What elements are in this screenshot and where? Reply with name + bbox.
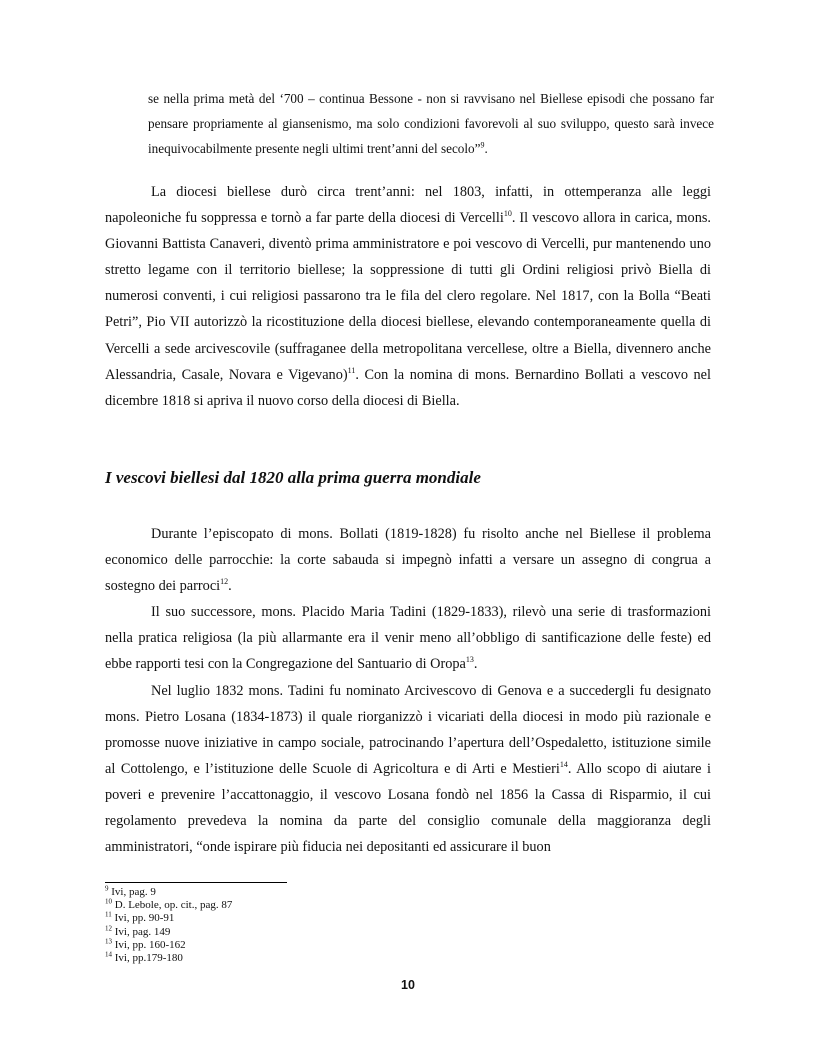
footnotes-list bbox=[105, 886, 232, 965]
section-vescovi bbox=[105, 521, 711, 860]
paragraph-text: . Allo scopo di aiutare i poveri e prevenire l’accattonaggio, il vescovo Losana fondò nel 1856 la Cassa di Risparmio, il cui regolamento prevedeva la nomina da parte del consiglio comunale della maggioranza degli amministratori, “onde ispirare più fiducia nei depositanti ed assicurare il buon bbox=[105, 760, 711, 856]
footnote-number: 9 bbox=[105, 884, 109, 893]
paragraph-tadini bbox=[105, 599, 711, 677]
block-quote bbox=[148, 86, 714, 161]
paragraph-text: Durante l’episcopato di mons. Bollati (1819-1828) fu risolto anche nel Biellese il problema economico delle parrocchie: la corte sabauda si impegnò infatti a versare un assegno di congrua a sostegno dei parroci bbox=[105, 526, 711, 595]
footnote-item bbox=[105, 923, 232, 939]
page-number: 10 bbox=[401, 978, 415, 992]
paragraph-text: . Con la nomina di mons. Bernardino Bollati a vescovo nel dicembre 1818 si apriva il nuovo corso della diocesi di Biella. bbox=[105, 366, 711, 409]
paragraph-text: La diocesi biellese durò circa trent’anni: nel 1803, infatti, in ottemperanza alle leggi napoleoniche fu soppressa e tornò a far parte della diocesi di Vercelli bbox=[105, 184, 711, 227]
paragraph-text: Nel luglio 1832 mons. Tadini fu nominato Arcivescovo di Genova e a succedergli fu designato mons. Pietro Losana (1834-1873) il quale riorganizzò i vicariati della diocesi in modo più razionale e promosse nuove iniziative in campo sociale, patrocinando l’apertura dell’Ospedaletto, istituzione simile al Cottolengo, e l’istituzione delle Scuole di Agricoltura e di Arti e Mestieri bbox=[105, 682, 711, 777]
section-heading: I vescovi biellesi dal 1820 alla prima guerra mondiale bbox=[105, 468, 481, 487]
footnote-item bbox=[105, 939, 232, 952]
footnote-number: 12 bbox=[105, 923, 112, 932]
footnote-item bbox=[105, 912, 232, 925]
footnote-text: Ivi, pp.179-180 bbox=[112, 952, 183, 965]
footnote-number: 14 bbox=[105, 950, 112, 959]
footnote-ref-11[interactable]: 11 bbox=[347, 365, 356, 375]
footnote-number: 10 bbox=[105, 897, 112, 906]
section-intro bbox=[105, 179, 711, 414]
quote-text: se nella prima metà del ‘700 – continua Bessone - non si ravvisano nel Biellese episodi che possano far pensare propriamente al giansenismo, ma solo condizioni favorevoli al suo sviluppo, questo sarà invece inequivocabilmente presente negli ultimi trent’anni del secolo” bbox=[148, 91, 714, 156]
paragraph-diocesi bbox=[105, 179, 711, 414]
footnote-ref-13[interactable]: 13 bbox=[465, 655, 474, 665]
footnote-ref-10[interactable]: 10 bbox=[503, 209, 512, 219]
footnote-text: Ivi, pag. 149 bbox=[112, 925, 171, 938]
paragraph-text: Il suo successore, mons. Placido Maria Tadini (1829-1833), rilevò una serie di trasformazioni nella pratica religiosa (la più allarmante era il venir meno all’obbligo di santificazione delle feste) ed ebbe rapporti tesi con la Congregazione del Santuario di Oropa bbox=[105, 604, 711, 673]
footnote-ref-12[interactable]: 12 bbox=[220, 577, 229, 587]
footnote-number: 11 bbox=[105, 910, 112, 919]
footnote-item bbox=[105, 952, 232, 965]
footnote-text: Ivi, pp. 90-91 bbox=[111, 912, 175, 925]
footnote-ref-14[interactable]: 14 bbox=[559, 760, 568, 770]
paragraph-losana bbox=[105, 678, 711, 861]
paragraph-bollati bbox=[105, 521, 711, 599]
footnote-ref-9[interactable]: 9 bbox=[480, 140, 485, 150]
quote-end: . bbox=[484, 141, 488, 156]
paragraph-text: . bbox=[473, 656, 478, 673]
footnote-item bbox=[105, 899, 232, 912]
paragraph-text: . Il vescovo allora in carica, mons. Giovanni Battista Canaveri, diventò prima amministratore e poi vescovo di Vercelli, pur mantenendo uno stretto legame con il territorio biellese; la soppressione di tutti gli Ordini religiosi privò Biella di numerosi conventi, i cui religiosi passarono tra le fila del clero regolare. Nel 1817, con la Bolla “Beati Petri”, Pio VII autorizzò la ricostituzione della diocesi biellese, elevando contemporaneamente quella di Vercelli a sede arcivescovile (suffraganee della metropolitana vercellese, oltre a Biella, divennero anche Alessandria, Casale, Novara e Vigevano) bbox=[105, 210, 711, 383]
footnote-number: 13 bbox=[105, 937, 112, 946]
footnote-text: Ivi, pp. 160-162 bbox=[112, 938, 186, 951]
footnote-text: Ivi, pag. 9 bbox=[108, 886, 156, 898]
footnote-text: D. Lebole, op. cit., pag. 87 bbox=[112, 899, 233, 912]
footnote-item bbox=[105, 886, 232, 899]
paragraph-text: . bbox=[228, 578, 232, 595]
footnote-separator bbox=[105, 882, 287, 883]
